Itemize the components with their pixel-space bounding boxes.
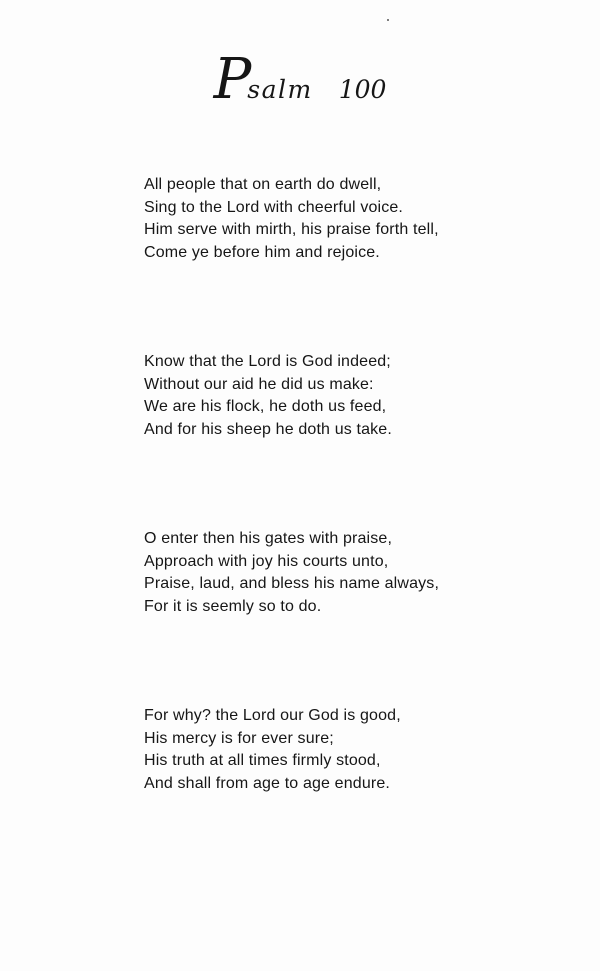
title-initial: P: [213, 47, 252, 112]
verse-line: Approach with joy his courts unto,: [144, 552, 389, 570]
verse-line: Praise, laud, and bless his name always,: [144, 575, 440, 592]
stanza: [144, 705, 564, 795]
verse-line: Come ye before him and rejoice.: [144, 243, 380, 261]
verse-line: For it is seemly so to do.: [144, 597, 322, 615]
stanza: [144, 351, 564, 441]
verse-line: All people that on earth do dwell,: [144, 176, 382, 193]
page-title: [0, 47, 600, 118]
ink-speck: [387, 19, 389, 21]
stanza: [144, 174, 564, 264]
title-word: salm: [247, 75, 313, 104]
verse-line: His mercy is for ever sure;: [144, 729, 334, 747]
title-number: 100: [338, 75, 387, 104]
verse-line: Know that the Lord is God indeed;: [144, 353, 391, 370]
verse-line: We are his flock, he doth us feed,: [144, 398, 387, 415]
stanza: [144, 528, 564, 618]
psalm-text: [144, 174, 564, 882]
verse-line: O enter then his gates with praise,: [144, 530, 393, 547]
verse-line: And shall from age to age endure.: [144, 774, 390, 792]
verse-line: Him serve with mirth, his praise forth tell,: [144, 221, 439, 238]
verse-line: And for his sheep he doth us take.: [144, 420, 392, 438]
verse-line: Sing to the Lord with cheerful voice.: [144, 198, 404, 216]
verse-line: Without our aid he did us make:: [144, 375, 374, 393]
verse-line: For why? the Lord our God is good,: [144, 707, 401, 724]
verse-line: His truth at all times firmly stood,: [144, 752, 381, 769]
